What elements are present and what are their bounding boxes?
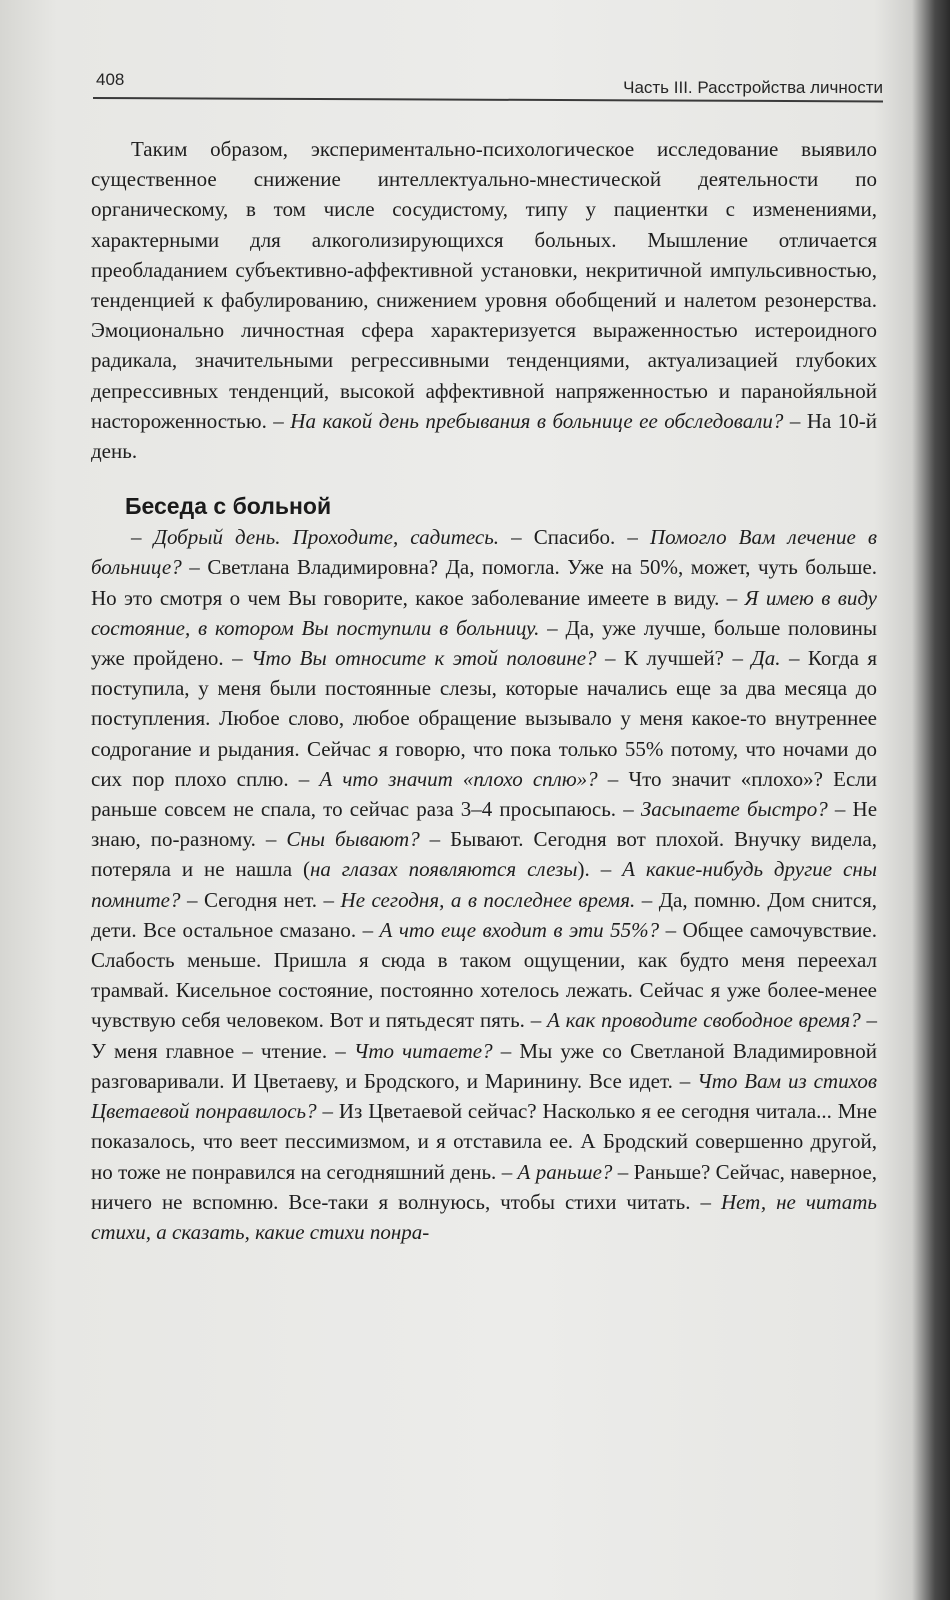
patient-answer: Бывают. Сегодня вот плохой. Внучку видела, потеряла и не нашла ( [91, 827, 878, 882]
patient-answer: У меня главное – чтение. [91, 1038, 328, 1063]
interviewer-question: – А что значит «плохо сплю»? – [298, 766, 619, 791]
summary-paragraph [91, 134, 877, 466]
summary-question: На какой день пребывания в больнице ее обследовали? – [290, 408, 801, 433]
running-title: Часть III. Расстройства личности [623, 78, 883, 97]
patient-answer: Когда я поступила, у меня были постоянные слезы, которые начались еще за два месяца до поступления. Любое слово, любое обращение вызывало у меня какое-то внутреннее содрогание и рыдания. Сейчас я говорю, что пока только 55% потому, что ночами до сих пор плохо сплю. [91, 646, 878, 791]
interviewer-question: – А раньше? – [501, 1159, 629, 1184]
interviewer-question: – А что еще входит в эти 55%? – [362, 917, 677, 942]
patient-answer: ). [577, 857, 590, 882]
interviewer-question: – Что Вам из стихов Цветаевой понравилось? – [91, 1068, 877, 1124]
interviewer-question: – Помогло Вам лечение в больнице? – [91, 525, 877, 580]
page-number: 408 [96, 70, 125, 89]
summary-text: Таким образом, экспериментально-психологическое исследование выявило существенное снижение интеллектуально-мнестической деятельности по органическому, в том числе сосудистому, типу у пациентки с изменениями, характерными для алкоголизирующихся больных. Мышление отличается преобладанием субъективно-аффективной установки, некритичной импульсивностью, тенденцией к фабулированию, снижением уровня обобщений и налетом резонерства. Эмоционально личностная сфера характеризуется выраженностью истероидного радикала, значительными регрессивными тенденциями, актуализацией глубоких депрессивных тенденций, высокой аффективной напряженностью и паранойяльной настороженностью. – [91, 137, 877, 433]
patient-answer: Из Цветаевой сейчас? Насколько я ее сегодня читала... Мне показалось, что веет пессимизмом, и я отставила ее. А Бродский совершенно другой, но тоже не понравился на сегодняшний день. [91, 1099, 877, 1184]
page-header [93, 66, 883, 100]
patient-answer: Да, уже лучше, больше половины уже пройдено. [91, 615, 878, 671]
summary-answer: На 10-й день. [91, 408, 878, 464]
patient-answer: Да, помню. Дом снится, дети. Все остальное смазано. [91, 887, 878, 942]
patient-answer: К лучшей? [623, 646, 724, 671]
interviewer-question: – Что читаете? – [335, 1038, 512, 1063]
interviewer-question: – Не сегодня, а в последнее время. – [323, 887, 653, 912]
interviewer-question: – Засыпаете быстро? – [623, 797, 846, 822]
page-body [91, 134, 877, 1247]
interviewer-question: на глазах появляются слезы [309, 857, 578, 882]
patient-answer: Что значит «плохо»? Если раньше совсем не спала, то сейчас раза 3–4 просыпаюсь. [91, 766, 878, 822]
interviewer-question: – Я имею в виду состояние, в котором Вы поступили в больницу. – [91, 585, 878, 640]
patient-answer: Светлана Владимировна? Да, помогла. Уже на 50%, может, чуть больше. Но это смотря о чем Вы говорите, какое заболевание имеете в виду. [91, 555, 878, 610]
patient-answer: Раньше? Сейчас, наверное, ничего не вспомню. Все-таки я волнуюсь, чтобы стихи читать. [91, 1159, 878, 1214]
patient-answer: Сегодня нет. [204, 887, 318, 912]
dialogue-paragraph [91, 522, 877, 1247]
interviewer-question: – Что Вы относите к этой половине? – [232, 646, 616, 671]
patient-answer: Не знаю, по-разному. [91, 797, 878, 852]
interviewer-question: – А какие-нибудь другие сны помните? – [91, 857, 877, 912]
interviewer-question: – Добрый день. Проходите, садитесь. [131, 525, 500, 550]
interviewer-question: – Да. – [732, 646, 800, 671]
interviewer-question: – А как проводите свободное время? – [530, 1008, 878, 1033]
patient-answer: – Спасибо. [511, 525, 616, 550]
patient-answer: Общее самочувствие. Слабость меньше. Пришла я сюда в таком ощущении, как будто меня переехал трамвай. Кисельное состояние, постоянно хотелось лежать. Сейчас я уже более-менее чувствую себя человеком. Вот и пятьдесят пять. [91, 917, 877, 1033]
interviewer-question: – Сны бывают? – [265, 827, 441, 852]
patient-answer: Мы уже со Светланой Владимировной разговаривали. И Цветаеву, и Бродского, и Маринину. Все идет. [91, 1038, 878, 1093]
section-heading: Беседа с больной [125, 493, 332, 520]
interviewer-question: – Нет, не читать стихи, а сказать, какие стихи понра- [91, 1189, 877, 1244]
